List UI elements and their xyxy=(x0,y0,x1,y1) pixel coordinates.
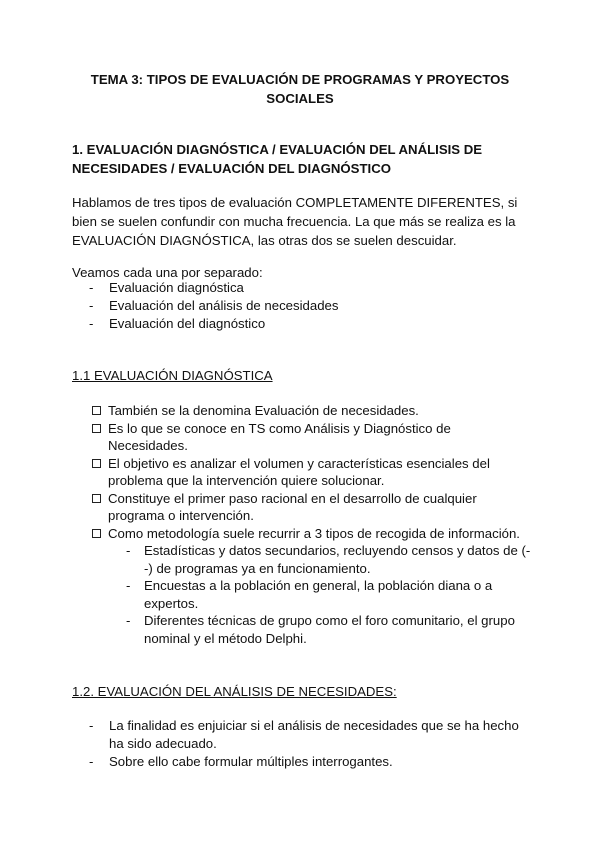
section-1-2-list xyxy=(72,717,532,771)
list-item xyxy=(92,402,532,420)
sub-list-item xyxy=(108,577,532,612)
list-item xyxy=(72,717,532,753)
list-item xyxy=(92,525,532,648)
list-item-text: Evaluación del análisis de necesidades xyxy=(109,298,339,313)
dash-bullet: - xyxy=(89,298,94,313)
sub-list xyxy=(108,542,532,647)
list-item-text: Es lo que se conoce en TS como Análisis y Diagnóstico de Necesidades. xyxy=(108,420,451,453)
sub-list-item-text: Estadísticas y datos secundarios, recluyendo censos y datos de (--) de programas ya en funcionamiento. xyxy=(144,543,531,576)
list-item-text: Sobre ello cabe formular múltiples interrogantes. xyxy=(109,754,393,769)
sub-list-item xyxy=(108,542,532,577)
list-item-text: También se la denomina Evaluación de necesidades. xyxy=(108,403,419,418)
section-1-2-heading: 1.2. EVALUACIÓN DEL ANÁLISIS DE NECESIDADES: xyxy=(72,684,397,699)
list-item-text: Evaluación diagnóstica xyxy=(109,280,244,295)
list-item-text: La finalidad es enjuiciar si el análisis de necesidades que se ha hecho ha sido adecuado. xyxy=(109,718,519,751)
list-item xyxy=(72,297,532,315)
section-1-heading: 1. EVALUACIÓN DIAGNÓSTICA / EVALUACIÓN DEL ANÁLISIS DE NECESIDADES / EVALUACIÓN DEL DIAGNÓSTICO xyxy=(72,142,483,176)
section-1-1-heading: 1.1 EVALUACIÓN DIAGNÓSTICA xyxy=(72,368,273,383)
list-item-text: Constituye el primer paso racional en el desarrollo de cualquier programa o intervención. xyxy=(108,490,477,523)
dash-bullet: - xyxy=(89,718,94,733)
sub-list-item xyxy=(108,612,532,647)
list-item xyxy=(92,490,532,525)
sub-list-item-text: Encuestas a la población en general, la población diana o a expertos. xyxy=(144,578,493,611)
dash-bullet: - xyxy=(89,280,94,295)
checkbox-square-icon xyxy=(92,459,101,468)
list-item-text: Como metodología suele recurrir a 3 tipos de recogida de información. xyxy=(108,525,520,541)
checkbox-square-icon xyxy=(92,406,101,415)
section-1-lead: Veamos cada una por separado: xyxy=(72,265,263,280)
list-item xyxy=(72,279,532,297)
list-item xyxy=(92,455,532,490)
checkbox-square-icon xyxy=(92,529,101,538)
list-item xyxy=(92,420,532,455)
list-item-text: El objetivo es analizar el volumen y características esenciales del problema que la intervención quiere solucionar. xyxy=(108,455,490,488)
dash-bullet: - xyxy=(126,543,131,558)
section-1-intro: Hablamos de tres tipos de evaluación COMPLETAMENTE DIFERENTES, si bien se suelen confundir con mucha frecuencia. La que más se realiza es la EVALUACIÓN DIAGNÓSTICA, las otras dos se suelen descuidar. xyxy=(72,195,518,248)
sub-list-item-text: Diferentes técnicas de grupo como el foro comunitario, el grupo nominal y el método Delphi. xyxy=(144,613,515,646)
list-item xyxy=(72,315,532,333)
dash-bullet: - xyxy=(126,613,131,628)
list-item-text: Evaluación del diagnóstico xyxy=(109,316,266,331)
list-item xyxy=(72,753,532,771)
checkbox-square-icon xyxy=(92,494,101,503)
section-1-list xyxy=(72,279,532,333)
checkbox-square-icon xyxy=(92,424,101,433)
dash-bullet: - xyxy=(89,316,94,331)
dash-bullet: - xyxy=(89,754,94,769)
dash-bullet: - xyxy=(126,578,131,593)
section-1-1-list xyxy=(92,402,532,647)
document-title: TEMA 3: TIPOS DE EVALUACIÓN DE PROGRAMAS Y PROYECTOS SOCIALES xyxy=(90,72,510,106)
